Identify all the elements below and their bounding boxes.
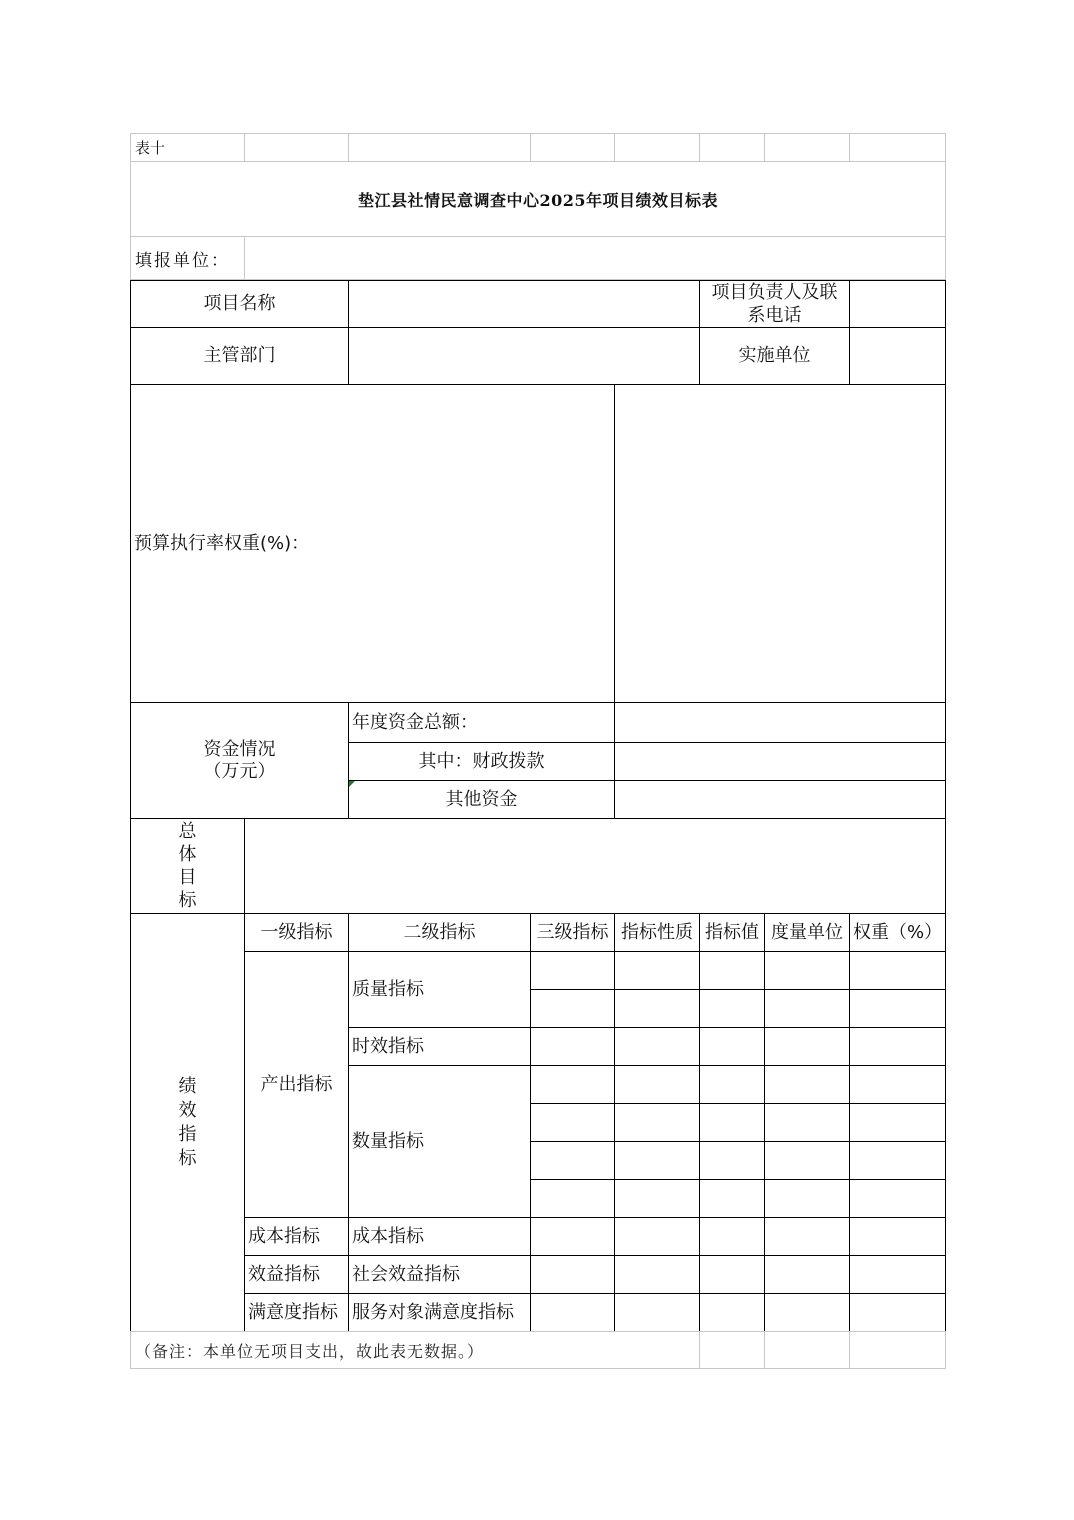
cell[interactable] [850, 990, 946, 1028]
cell[interactable] [615, 1180, 700, 1218]
cell[interactable] [765, 1294, 850, 1332]
cell[interactable] [850, 1294, 946, 1332]
filler-value[interactable] [245, 237, 946, 280]
cell[interactable] [850, 1180, 946, 1218]
header-weight: 权重（%） [850, 914, 946, 952]
cell[interactable] [765, 952, 850, 990]
cell[interactable] [615, 1256, 700, 1294]
overall-goal-label [131, 819, 245, 914]
cell[interactable] [700, 1180, 765, 1218]
cell[interactable] [850, 1218, 946, 1256]
remark-text: （备注：本单位无项目支出，故此表无数据。） [131, 1332, 700, 1369]
cell[interactable] [765, 1104, 850, 1142]
page-title: 垫江县社情民意调查中心2025年项目绩效目标表 [131, 162, 946, 237]
remark-grid [130, 1331, 946, 1369]
cell[interactable] [700, 1294, 765, 1332]
level2-quality: 质量指标 [349, 952, 531, 1028]
cell[interactable] [531, 1294, 615, 1332]
cell[interactable] [615, 990, 700, 1028]
filler-label: 填报单位： [131, 237, 245, 280]
cell[interactable] [765, 1066, 850, 1104]
performance-form [130, 133, 945, 1369]
cell[interactable] [700, 990, 765, 1028]
budget-rate-label: 预算执行率权重(%)： [131, 385, 615, 703]
funds-total-label: 年度资金总额： [349, 703, 615, 743]
level1-cost: 成本指标 [245, 1218, 349, 1256]
cell[interactable] [615, 1294, 700, 1332]
cell[interactable] [615, 1142, 700, 1180]
funds-other-value[interactable] [615, 781, 946, 819]
cell[interactable] [531, 1104, 615, 1142]
cell[interactable] [615, 1066, 700, 1104]
funds-other-label: 其他资金 [349, 781, 615, 819]
funds-label-text: 资金情况（万元） [203, 738, 276, 782]
cell[interactable] [531, 990, 615, 1028]
cell[interactable] [850, 1142, 946, 1180]
cell[interactable] [531, 1180, 615, 1218]
cell[interactable] [850, 1256, 946, 1294]
contact-label: 项目负责人及联系电话 [700, 281, 850, 328]
funds-label [131, 703, 349, 819]
header-grid [130, 133, 946, 280]
cell[interactable] [531, 1028, 615, 1066]
project-name-label: 项目名称 [131, 281, 349, 328]
dept-value[interactable] [349, 328, 700, 385]
main-table [130, 280, 946, 1332]
contact-value[interactable] [850, 281, 946, 328]
cell[interactable] [700, 1104, 765, 1142]
cell[interactable] [765, 1256, 850, 1294]
cell[interactable] [700, 1256, 765, 1294]
dept-label: 主管部门 [131, 328, 349, 385]
header-unit: 度量单位 [765, 914, 850, 952]
header-nature: 指标性质 [615, 914, 700, 952]
perf-indicator-label [131, 914, 245, 1332]
impl-unit-label: 实施单位 [700, 328, 850, 385]
perf-indicator-text: 绩效指标 [178, 1075, 197, 1169]
cell[interactable] [700, 1142, 765, 1180]
cell[interactable] [531, 1256, 615, 1294]
header-level2: 二级指标 [349, 914, 531, 952]
cell[interactable] [850, 1104, 946, 1142]
level1-output: 产出指标 [245, 952, 349, 1218]
level2-service-satisfaction: 服务对象满意度指标 [349, 1294, 531, 1332]
cell[interactable] [700, 952, 765, 990]
level2-cost: 成本指标 [349, 1218, 531, 1256]
funds-fiscal-value[interactable] [615, 743, 946, 781]
table-label: 表十 [131, 134, 245, 162]
header-level1: 一级指标 [245, 914, 349, 952]
level2-quantity: 数量指标 [349, 1066, 531, 1218]
cell[interactable] [615, 1104, 700, 1142]
cell[interactable] [765, 1218, 850, 1256]
cell[interactable] [531, 1142, 615, 1180]
header-value: 指标值 [700, 914, 765, 952]
overall-goal-value[interactable] [245, 819, 946, 914]
cell[interactable] [850, 1066, 946, 1104]
cell[interactable] [700, 1028, 765, 1066]
level1-satisfaction: 满意度指标 [245, 1294, 349, 1332]
cell[interactable] [700, 1218, 765, 1256]
project-name-value[interactable] [349, 281, 700, 328]
cell[interactable] [531, 1218, 615, 1256]
funds-fiscal-label: 其中：财政拨款 [349, 743, 615, 781]
cell[interactable] [531, 952, 615, 990]
cell[interactable] [765, 1028, 850, 1066]
impl-unit-value[interactable] [850, 328, 946, 385]
header-level3: 三级指标 [531, 914, 615, 952]
cell[interactable] [615, 952, 700, 990]
cell[interactable] [850, 952, 946, 990]
cell[interactable] [850, 1028, 946, 1066]
cell[interactable] [765, 1180, 850, 1218]
level2-social-benefit: 社会效益指标 [349, 1256, 531, 1294]
cell[interactable] [700, 1066, 765, 1104]
cell[interactable] [765, 990, 850, 1028]
cell[interactable] [531, 1066, 615, 1104]
level2-timeliness: 时效指标 [349, 1028, 531, 1066]
overall-goal-text: 总体目标 [178, 821, 197, 911]
cell[interactable] [765, 1142, 850, 1180]
cell[interactable] [615, 1218, 700, 1256]
budget-rate-value[interactable] [615, 385, 946, 703]
level1-benefit: 效益指标 [245, 1256, 349, 1294]
funds-total-value[interactable] [615, 703, 946, 743]
cell[interactable] [615, 1028, 700, 1066]
